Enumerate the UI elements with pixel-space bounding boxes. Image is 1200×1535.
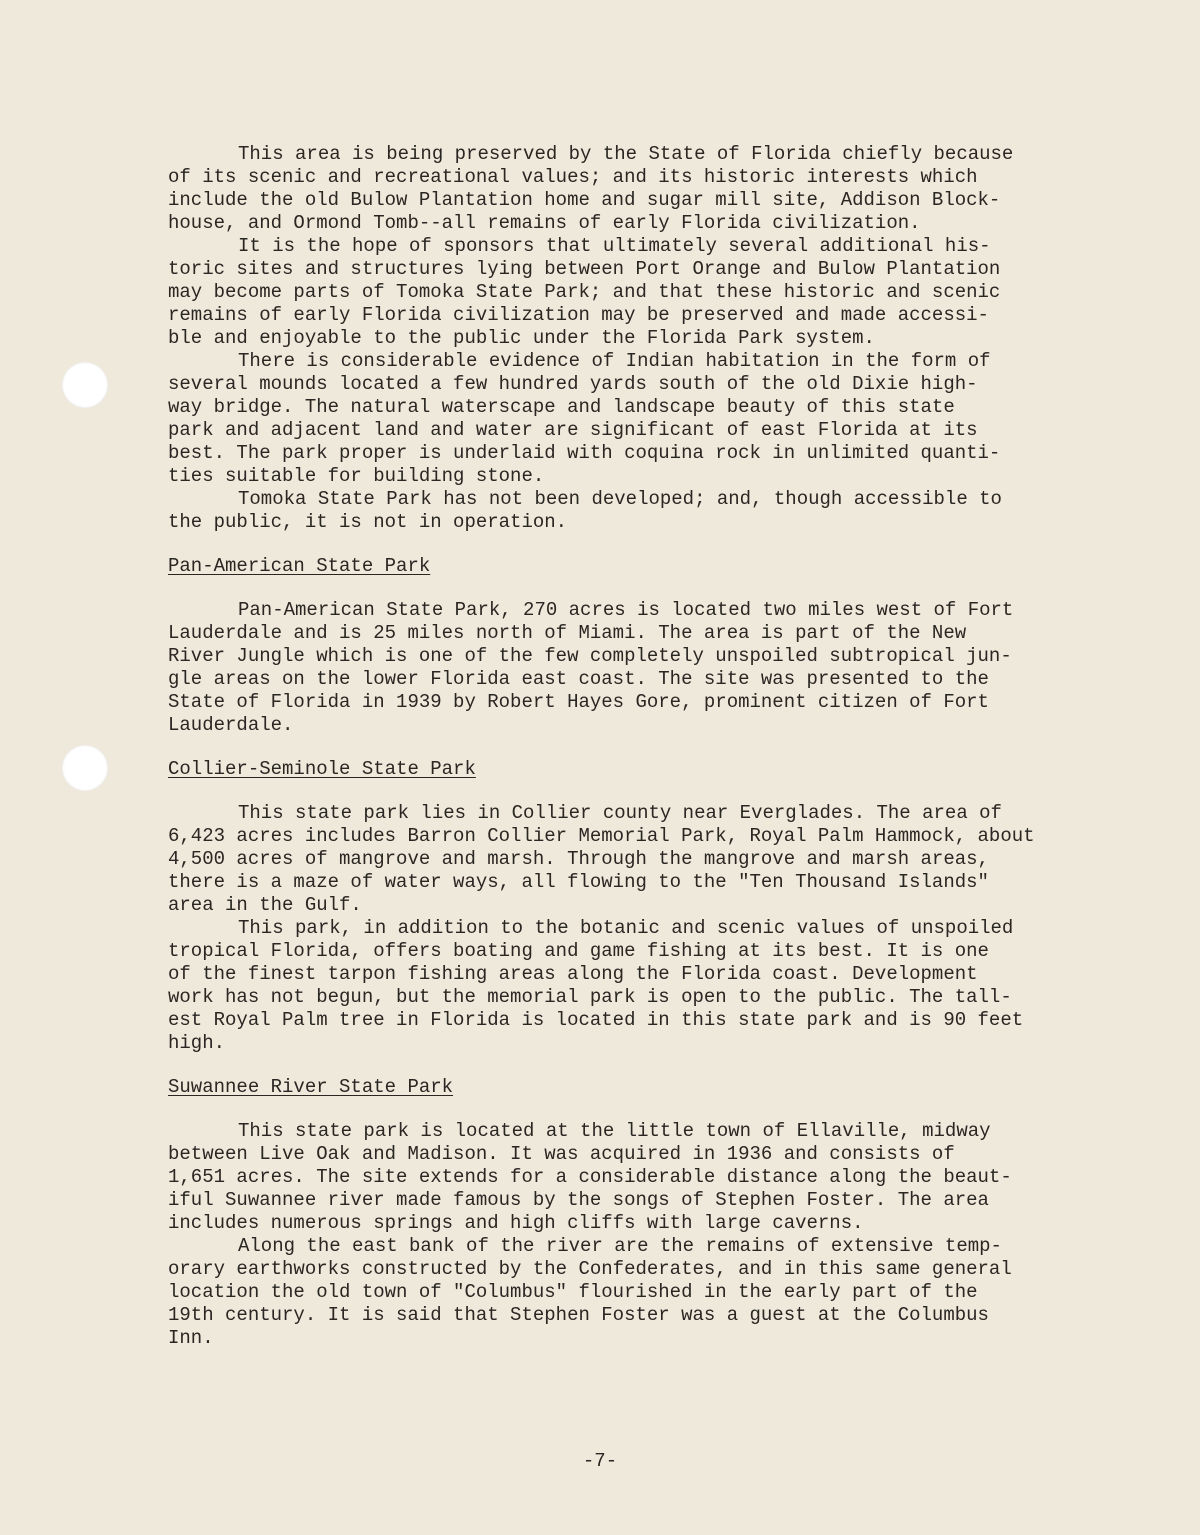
- text-line: toric sites and structures lying between Port Orange and Bulow Plantation: [168, 258, 1001, 280]
- text-line: there is a maze of water ways, all flowing to the "Ten Thousand Islands": [168, 871, 989, 893]
- text-line: est Royal Palm tree in Florida is located in this state park and is 90 feet: [168, 1009, 1024, 1031]
- text-line: the public, it is not in operation.: [168, 511, 568, 533]
- text-line: work has not begun, but the memorial park is open to the public. The tall-: [168, 986, 1012, 1008]
- text-line: include the old Bulow Plantation home and sugar mill site, Addison Block-: [168, 189, 1001, 211]
- section: [168, 143, 1048, 534]
- text-line: area in the Gulf.: [168, 894, 362, 916]
- punch-hole-lower: [62, 745, 108, 791]
- text-line: of its scenic and recreational values; and its historic interests which: [168, 166, 978, 188]
- text-line: ble and enjoyable to the public under the Florida Park system.: [168, 327, 875, 349]
- text-line: This state park lies in Collier county near Everglades. The area of: [238, 802, 1002, 824]
- text-line: location the old town of "Columbus" flourished in the early part of the: [168, 1281, 978, 1303]
- section-heading: Suwannee River State Park: [168, 1076, 454, 1098]
- spacer: [168, 1099, 1048, 1120]
- text-line: State of Florida in 1939 by Robert Hayes Gore, prominent citizen of Fort: [168, 691, 989, 713]
- text-line: This area is being preserved by the State of Florida chiefly because: [238, 143, 1014, 165]
- text-line: Along the east bank of the river are the remains of extensive temp-: [238, 1235, 1002, 1257]
- section: [168, 555, 1048, 737]
- text-line: may become parts of Tomoka State Park; and that these historic and scenic: [168, 281, 1001, 303]
- spacer: [168, 781, 1048, 802]
- text-line: several mounds located a few hundred yards south of the old Dixie high-: [168, 373, 978, 395]
- text-line: of the finest tarpon fishing areas along the Florida coast. Development: [168, 963, 978, 985]
- text-line: Lauderdale and is 25 miles north of Miami. The area is part of the New: [168, 622, 967, 644]
- text-line: best. The park proper is underlaid with coquina rock in unlimited quanti-: [168, 442, 1001, 464]
- text-line: River Jungle which is one of the few completely unspoiled subtropical jun-: [168, 645, 1012, 667]
- text-line: orary earthworks constructed by the Confederates, and in this same general: [168, 1258, 1012, 1280]
- text-line: This state park is located at the little town of Ellaville, midway: [238, 1120, 991, 1142]
- page-number: -7-: [582, 1450, 618, 1472]
- spacer: [168, 578, 1048, 599]
- text-line: park and adjacent land and water are significant of east Florida at its: [168, 419, 978, 441]
- section-heading: Pan-American State Park: [168, 555, 431, 577]
- text-line: 19th century. It is said that Stephen Foster was a guest at the Columbus: [168, 1304, 989, 1326]
- text-line: gle areas on the lower Florida east coast. The site was presented to the: [168, 668, 989, 690]
- text-line: It is the hope of sponsors that ultimately several additional his-: [238, 235, 991, 257]
- text-line: includes numerous springs and high cliffs with large caverns.: [168, 1212, 864, 1234]
- text-line: Inn.: [168, 1327, 214, 1349]
- text-line: 4,500 acres of mangrove and marsh. Through the mangrove and marsh areas,: [168, 848, 989, 870]
- text-line: way bridge. The natural waterscape and landscape beauty of this state: [168, 396, 955, 418]
- text-line: high.: [168, 1032, 226, 1054]
- text-line: iful Suwannee river made famous by the songs of Stephen Foster. The area: [168, 1189, 989, 1211]
- text-line: Lauderdale.: [168, 714, 294, 736]
- section: [168, 758, 1048, 1055]
- section: [168, 1076, 1048, 1350]
- text-line: between Live Oak and Madison. It was acquired in 1936 and consists of: [168, 1143, 955, 1165]
- text-line: remains of early Florida civilization may be preserved and made accessi-: [168, 304, 989, 326]
- document-body: [168, 143, 1048, 1350]
- text-line: Tomoka State Park has not been developed; and, though accessible to: [238, 488, 1002, 510]
- section-heading: Collier-Seminole State Park: [168, 758, 476, 780]
- text-line: 1,651 acres. The site extends for a considerable distance along the beaut-: [168, 1166, 1012, 1188]
- text-line: house, and Ormond Tomb--all remains of early Florida civilization.: [168, 212, 921, 234]
- text-line: There is considerable evidence of Indian habitation in the form of: [238, 350, 991, 372]
- text-line: tropical Florida, offers boating and game fishing at its best. It is one: [168, 940, 989, 962]
- text-line: 6,423 acres includes Barron Collier Memorial Park, Royal Palm Hammock, about: [168, 825, 1035, 847]
- text-line: This park, in addition to the botanic and scenic values of unspoiled: [238, 917, 1014, 939]
- punch-hole-upper: [62, 362, 108, 408]
- text-line: ties suitable for building stone.: [168, 465, 545, 487]
- text-line: Pan-American State Park, 270 acres is located two miles west of Fort: [238, 599, 1014, 621]
